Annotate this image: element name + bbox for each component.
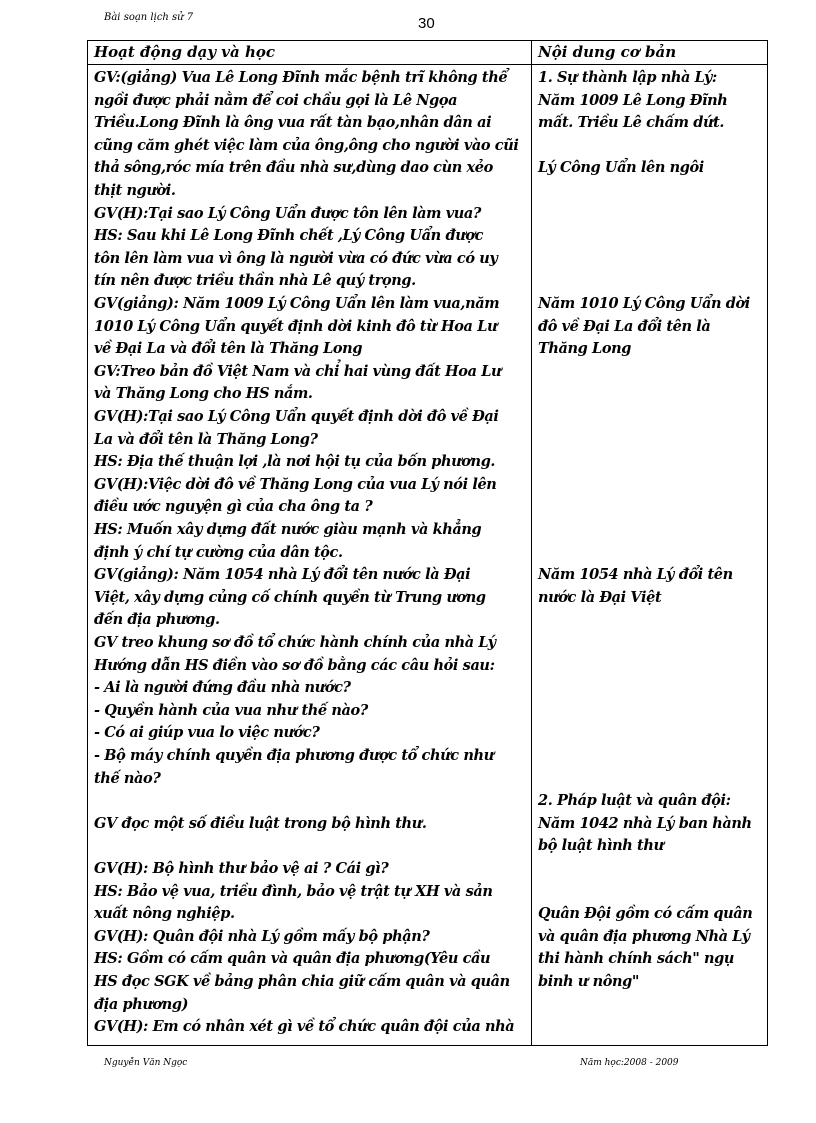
activity-text-line: HS: Gồm có cấm quân và quân địa phương(Yêu cầu: [94, 950, 491, 968]
activity-text-line: ngồi được phải nằm để coi chầu gọi là Lê Ngọa: [94, 91, 458, 109]
activity-text-line: định ý chí tự cường của dân tộc.: [94, 543, 343, 561]
activity-text-line: HS: Muốn xây dựng đất nước giàu mạnh và khẳng: [94, 521, 482, 538]
content-text-line: Năm 1009 Lê Long Đĩnh: [538, 91, 728, 109]
content-text-line: Lý Công Uẩn lên ngôi: [538, 159, 704, 177]
activity-text-line: GV(H): Em có nhân xét gì về tổ chức quân đội của nhà: [94, 1018, 515, 1036]
activity-text-line: - Bộ máy chính quyền địa phương được tổ chức như: [94, 747, 494, 764]
activity-text-line: Hướng dẫn HS điền vào sơ đồ bằng các câu hỏi sau:: [94, 656, 495, 674]
activity-text-line: điều ước nguyện gì của cha ông ta ?: [94, 498, 373, 516]
activity-text-line: GV:(giảng) Vua Lê Long Đĩnh mắc bệnh trĩ không thể: [94, 69, 508, 86]
lesson-table: [87, 40, 768, 1046]
content-text-line: đô về Đại La đổi tên là: [538, 317, 711, 335]
content-text-line: Năm 1010 Lý Công Uẩn dời: [538, 295, 750, 312]
activity-text-line: GV(giảng): Năm 1009 Lý Công Uẩn lên làm vua,năm: [94, 295, 500, 312]
content-text-line: thi hành chính sách" ngụ: [538, 950, 735, 968]
activity-text-line: thả sông,róc mía trên đầu nhà sư,dùng dao cùn xẻo: [94, 159, 493, 177]
activity-text-line: xuất nông nghiệp.: [94, 905, 235, 923]
content-text-line: 2. Pháp luật và quân đội:: [538, 792, 731, 810]
content-text-line: 1. Sự thành lập nhà Lý:: [538, 69, 717, 86]
activity-text-line: GV(H): Quân đội nhà Lý gồm mấy bộ phận?: [94, 927, 430, 945]
activity-text-line: thịt người.: [94, 182, 176, 199]
activity-text-line: GV(H): Bộ hình thư bảo vệ ai ? Cái gì?: [94, 860, 389, 877]
activity-text-line: địa phương): [94, 995, 189, 1013]
content-text-line: Năm 1042 nhà Lý ban hành: [538, 814, 752, 832]
activity-text-line: tôn lên làm vua vì ông là người vừa có đức vừa có uy: [94, 249, 498, 267]
content-text-line: mất. Triều Lê chấm dứt.: [538, 114, 725, 132]
activity-text-line: GV(H):Tại sao Lý Công Uẩn được tôn lên làm vua?: [94, 204, 482, 222]
activity-text-line: tín nên được triều thần nhà Lê quý trọng.: [94, 272, 416, 290]
activity-text-line: HS: Bảo vệ vua, triều đình, bảo vệ trật tự XH và sản: [94, 882, 493, 900]
activity-text-line: Triều.Long Đĩnh là ông vua rất tàn bạo,nhân dân ai: [94, 114, 492, 132]
activity-text-line: đến địa phương.: [94, 611, 220, 629]
activity-text-line: - Quyền hành của vua như thế nào?: [94, 701, 368, 719]
content-text-line: Quân Đội gồm có cấm quân: [538, 905, 753, 923]
content-text-line: và quân địa phương Nhà Lý: [538, 927, 750, 945]
activity-text-line: và Thăng Long cho HS nắm.: [94, 385, 313, 403]
content-text-line: nước là Đại Việt: [538, 588, 662, 606]
activity-text-line: 1010 Lý Công Uẩn quyết định dời kinh đô từ Hoa Lư: [94, 317, 498, 335]
activity-text-line: - Ai là người đứng đầu nhà nước?: [94, 679, 351, 697]
activity-text-line: GV(H):Việc dời đô về Thăng Long của vua Lý nói lên: [94, 475, 497, 493]
footer-author: Nguyễn Văn Ngọc: [104, 1058, 188, 1068]
activity-text-line: GV đọc một số điều luật trong bộ hình thư.: [94, 814, 427, 832]
activity-text-line: GV(H):Tại sao Lý Công Uẩn quyết định dời đô về Đại: [94, 408, 499, 425]
column-header-content: Nội dung cơ bản: [538, 43, 677, 61]
content-text-line: Năm 1054 nhà Lý đổi tên: [538, 566, 733, 584]
column-header-activities: Hoạt động dạy và học: [94, 43, 276, 61]
activity-text-line: về Đại La và đổi tên là Thăng Long: [94, 340, 363, 358]
activity-text-line: HS đọc SGK về bảng phân chia giữ cấm quân và quân: [94, 973, 510, 990]
page-number: 30: [418, 15, 435, 32]
activity-text-line: La và đổi tên là Thăng Long?: [94, 430, 318, 448]
column-divider: [531, 41, 532, 1045]
footer-school-year: Năm học:2008 - 2009: [580, 1058, 679, 1068]
header-row-divider: [88, 64, 767, 65]
activity-text-line: HS: Địa thế thuận lợi ,là nơi hội tụ của bốn phương.: [94, 453, 496, 471]
activity-text-line: HS: Sau khi Lê Long Đĩnh chết ,Lý Công Uẩn được: [94, 227, 484, 245]
activity-text-line: thế nào?: [94, 769, 161, 787]
activity-text-line: GV:Treo bản đồ Việt Nam và chỉ hai vùng đất Hoa Lư: [94, 362, 502, 380]
activity-text-line: - Có ai giúp vua lo việc nước?: [94, 724, 320, 742]
activity-text-line: cũng căm ghét việc làm của ông,ông cho người vào cũi: [94, 136, 519, 154]
activity-text-line: GV(giảng): Năm 1054 nhà Lý đổi tên nước là Đại: [94, 566, 471, 584]
content-text-line: Thăng Long: [538, 340, 632, 358]
content-text-line: bộ luật hình thư: [538, 837, 664, 855]
content-text-line: binh ư nông": [538, 973, 640, 990]
activity-text-line: GV treo khung sơ đồ tổ chức hành chính của nhà Lý: [94, 634, 496, 651]
activity-text-line: Việt, xây dựng củng cố chính quyền từ Trung ương: [94, 588, 486, 606]
header-document-title: Bài soạn lịch sử 7: [104, 12, 194, 23]
